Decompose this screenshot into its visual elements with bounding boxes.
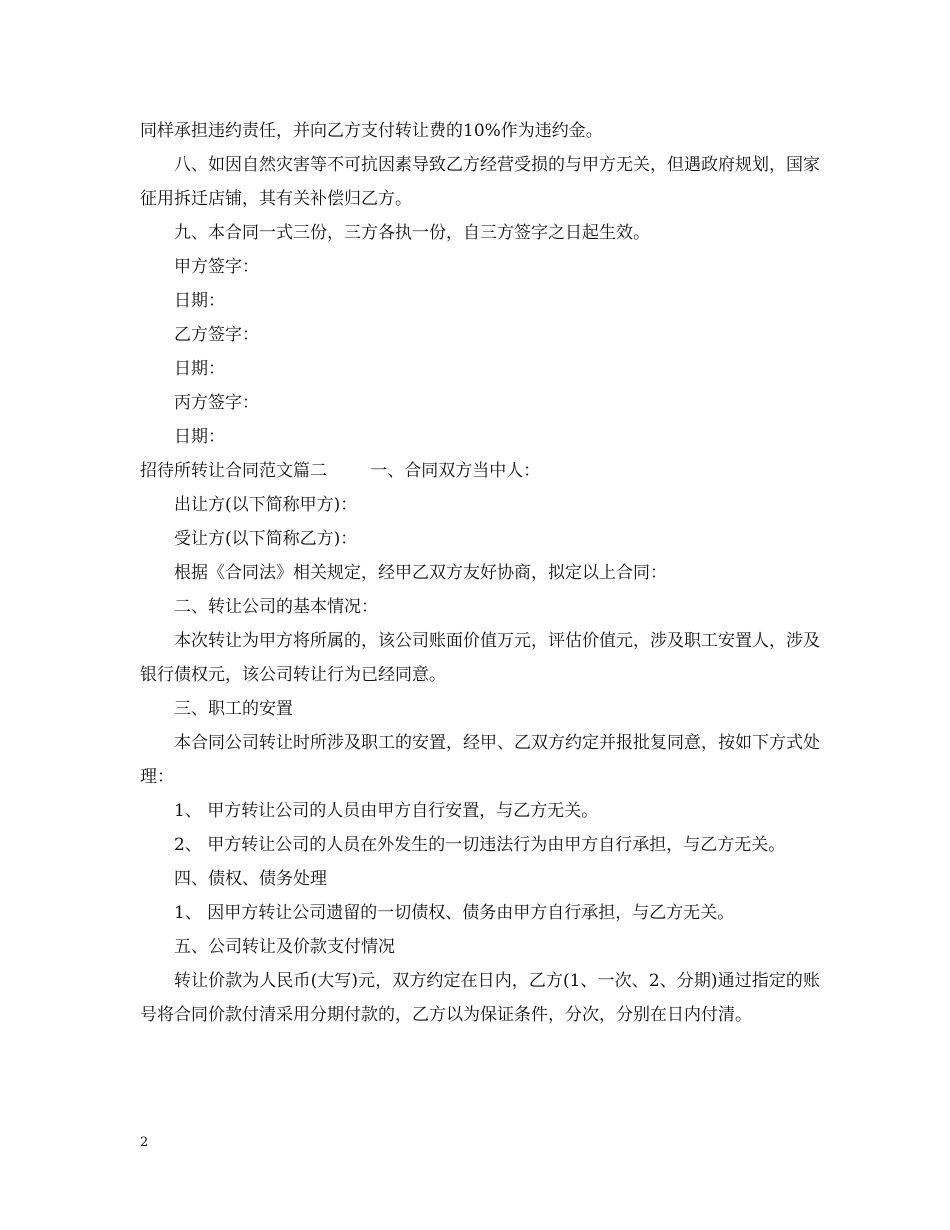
paragraph: 受让方(以下简称乙方)： (174, 529, 358, 549)
paragraph: 转让价款为人民币(大写)元，双方约定在日内，乙方(1、一次、2、分期)通过指定的账号将合同价款付清采用分期付款的，乙方以为保证条件，分次，分别在日内付清。 (140, 971, 820, 1025)
date-line: 日期： (174, 427, 225, 447)
page-number: 2 (140, 1135, 149, 1150)
list-item: 2、 甲方转让公司的人员在外发生的一切违法行为由甲方自行承担，与乙方无关。 (174, 835, 786, 855)
signature-line-party-c: 丙方签字： (174, 393, 259, 413)
paragraph: 九、本合同一式三份，三方各执一份，自三方签字之日起生效。 (174, 223, 650, 243)
date-line: 日期： (174, 291, 225, 311)
paragraph: 八、如因自然灾害等不可抗因素导致乙方经营受损的与甲方无关，但遇政府规划，国家征用拆迁店铺，其有关补偿归乙方。 (140, 155, 820, 209)
paragraph: 四、债权、债务处理 (174, 869, 327, 889)
list-item: 1、 因甲方转让公司遗留的一切债权、债务由甲方自行承担，与乙方无关。 (174, 903, 735, 923)
paragraph: 三、职工的安置 (174, 699, 293, 719)
date-line: 日期： (174, 359, 225, 379)
paragraph: 根据《合同法》相关规定，经甲乙双方友好协商，拟定以上合同： (174, 563, 667, 583)
list-item: 1、 甲方转让公司的人员由甲方自行安置，与乙方无关。 (174, 801, 599, 821)
paragraph: 出让方(以下简称甲方)： (174, 495, 358, 515)
paragraph: 同样承担违约责任，并向乙方支付转让费的10%作为违约金。 (140, 121, 603, 141)
paragraph: 五、公司转让及价款支付情况 (174, 937, 395, 957)
section-heading: 招待所转让合同范文篇二 一、合同双方当中人： (140, 461, 541, 481)
paragraph: 本合同公司转让时所涉及职工的安置，经甲、乙双方约定并报批复同意，按如下方式处理： (140, 733, 820, 787)
signature-line-party-a: 甲方签字： (174, 257, 259, 277)
paragraph: 本次转让为甲方将所属的，该公司账面价值万元，评估价值元，涉及职工安置人，涉及银行债权元，该公司转让行为已经同意。 (140, 631, 820, 685)
document-body (140, 114, 820, 1032)
signature-line-party-b: 乙方签字： (174, 325, 259, 345)
paragraph: 二、转让公司的基本情况： (174, 597, 378, 617)
